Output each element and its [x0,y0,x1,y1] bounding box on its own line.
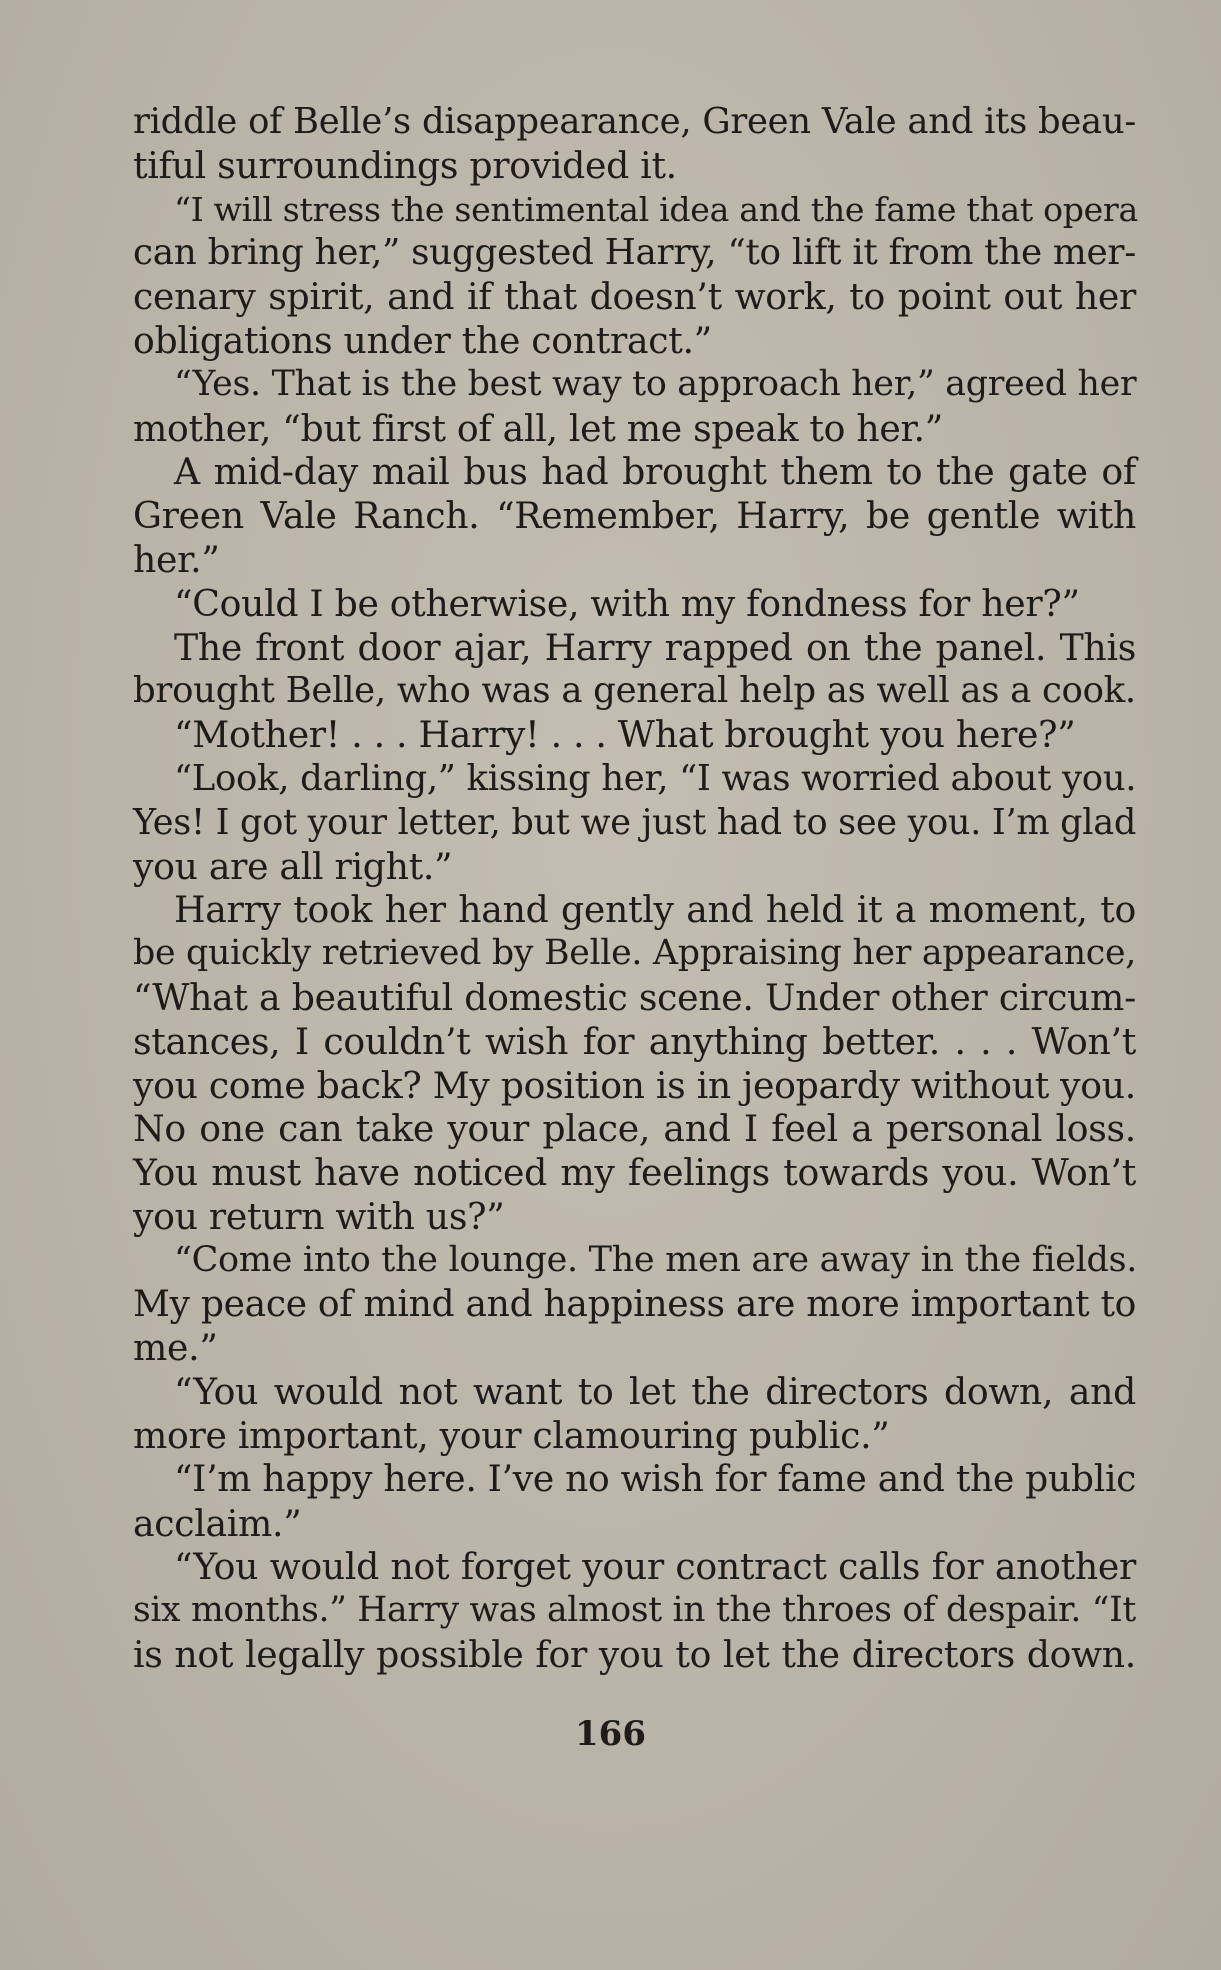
page-number: 166 [575,1714,646,1754]
text-line: her.” [133,537,220,581]
text-line: me.” [133,1326,218,1370]
text-line: more important, your clamouring public.” [133,1413,890,1457]
text-line: “What a beautiful domestic scene. Under other circum- [133,975,1136,1019]
text-line: you come back? My position is in jeopardy without you. [133,1063,1136,1107]
text-line: “You would not forget your contract calls for another [174,1545,1136,1589]
text-line: can bring her,” suggested Harry, “to lift it from the mer- [133,232,1136,274]
text-line: Green Vale Ranch. “Remember, Harry, be gentle with [133,494,1136,538]
text-line: “I’m happy here. I’ve no wish for fame and the public [174,1457,1137,1500]
text-line: “Yes. That is the best way to approach her,” agreed her [174,363,1137,404]
text-line: No one can take your place, and I feel a personal loss. [133,1107,1136,1151]
text-line: be quickly retrieved by Belle. Appraising her appearance, [133,933,1136,974]
text-line: “You would not want to let the directors down, and [174,1370,1136,1414]
text-line: The front door ajar, Harry rapped on the panel. This [174,625,1136,669]
text-line: “Look, darling,” kissing her, “I was worried about you. [174,757,1137,799]
text-line: A mid-day mail bus had brought them to the gate of [174,450,1136,494]
text-line: riddle of Belle’s disappearance, Green Vale and its beau- [133,101,1136,142]
text-line: you return with us?” [133,1194,505,1238]
text-line: Harry took her hand gently and held it a moment, to [174,888,1136,932]
text-line: six months.” Harry was almost in the throes of despair. “It [133,1590,1136,1631]
text-line: “Could I be otherwise, with my fondness for her?” [174,581,1080,625]
text-line: you are all right.” [133,844,453,888]
text-line: “Come into the lounge. The men are away in the fields. [174,1239,1138,1280]
text-line: cenary spirit, and if that doesn’t work, to point out her [133,275,1136,319]
body-text [133,100,1136,1677]
text-line: is not legally possible for you to let the directors down. [133,1632,1136,1676]
text-line: brought Belle, who was a general help as well as a cook. [133,670,1136,712]
text-line: Yes! I got your letter, but we just had to see you. I’m glad [133,801,1136,843]
text-line: mother, “but first of all, let me speak to her.” [133,406,943,450]
text-line: stances, I couldn’t wish for anything better. . . . Won’t [133,1019,1136,1063]
text-line: tiful surroundings provided it. [133,143,677,187]
text-line: “I will stress the sentimental idea and the fame that opera [174,189,1138,229]
text-line: obligations under the contract.” [133,318,712,362]
text-line: My peace of mind and happiness are more important to [133,1282,1137,1325]
text-line: acclaim.” [133,1501,302,1545]
text-line: You must have noticed my feelings towards you. Won’t [133,1151,1136,1195]
text-line: “Mother! . . . Harry! . . . What brought you here?” [174,713,1076,757]
